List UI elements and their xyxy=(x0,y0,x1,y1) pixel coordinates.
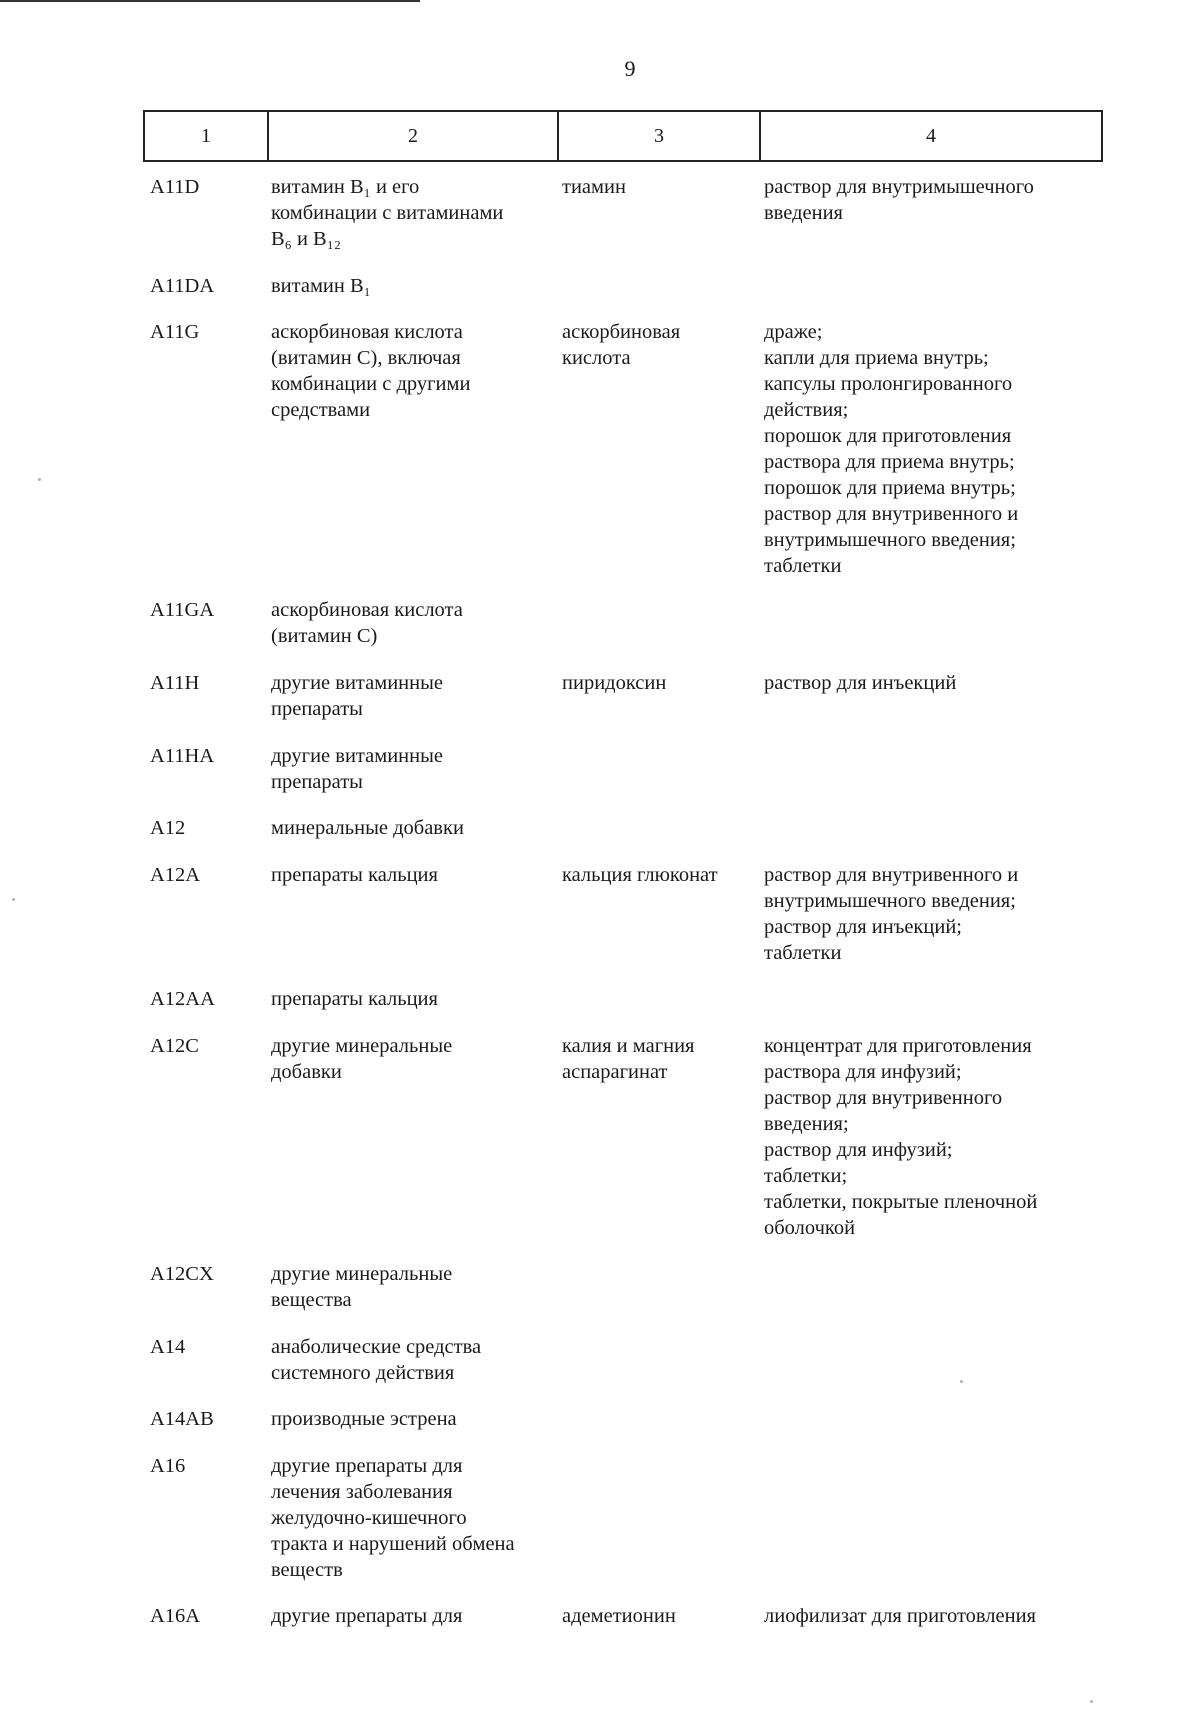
header-col-2: 2 xyxy=(267,112,557,160)
anatomical-group: другие минеральные вещества xyxy=(271,1263,453,1311)
dosage-form: раствор для внутривенного и внутримышечного введения; раствор для инъекций; таблетки xyxy=(764,864,1019,964)
atc-code: A14 xyxy=(150,1336,186,1358)
header-col-3: 3 xyxy=(557,112,759,160)
dosage-form: раствор для инъекций xyxy=(764,672,957,694)
atc-code: A11DA xyxy=(150,275,215,297)
anatomical-group: аскорбиновая кислота (витамин C) xyxy=(271,599,463,647)
substance-name: аскорбиновая кислота xyxy=(562,321,681,369)
substance-name: адеметионин xyxy=(562,1605,676,1627)
substance-name: пиридоксин xyxy=(562,672,667,694)
anatomical-group: другие минеральные добавки xyxy=(271,1035,453,1083)
anatomical-group: другие препараты для xyxy=(271,1605,463,1627)
atc-code: A12A xyxy=(150,864,201,886)
atc-code: A11GA xyxy=(150,599,215,621)
anatomical-group: другие витаминные препараты xyxy=(271,745,443,793)
scan-speck xyxy=(960,1380,963,1383)
atc-code: A11H xyxy=(150,672,200,694)
scan-speck xyxy=(1090,1700,1093,1703)
atc-code: A16A xyxy=(150,1605,201,1627)
anatomical-group: минеральные добавки xyxy=(271,817,464,839)
atc-code: A12AA xyxy=(150,988,215,1010)
dosage-form: лиофилизат для приготовления xyxy=(764,1605,1036,1627)
anatomical-group: витамин B₁ xyxy=(271,275,371,297)
substance-name: калия и магния аспарагинат xyxy=(562,1035,695,1083)
dosage-form: концентрат для приготовления раствора для инфузий; раствор для внутривенного введения; раствор для инфузий; таблетки; таблетки, покрытые пленочной оболочкой xyxy=(764,1035,1038,1239)
anatomical-group: анаболические средства системного действия xyxy=(271,1336,482,1384)
header-col-1: 1 xyxy=(201,124,211,147)
atc-code: A12CX xyxy=(150,1263,214,1285)
anatomical-group: аскорбиновая кислота (витамин C), включая комбинации с другими средствами xyxy=(271,321,471,421)
atc-code: A16 xyxy=(150,1455,186,1477)
substance-name: кальция глюконат xyxy=(562,864,718,886)
atc-code: A14AB xyxy=(150,1408,214,1430)
anatomical-group: витамин B₁ и его комбинации с витаминами B₆ и B₁₂ xyxy=(271,176,504,250)
dosage-form: драже; капли для приема внутрь; капсулы пролонгированного действия; порошок для приготовления раствора для приема внутрь; порошок для приема внутрь; раствор для внутривенного и внутримышечного введения; таблетки xyxy=(764,321,1019,577)
anatomical-group: препараты кальция xyxy=(271,864,438,886)
atc-code: A11D xyxy=(150,176,200,198)
atc-code: A12 xyxy=(150,817,186,839)
atc-code: A12C xyxy=(150,1035,199,1057)
substance-name: тиамин xyxy=(562,176,626,198)
anatomical-group: другие витаминные препараты xyxy=(271,672,443,720)
atc-code: A11HA xyxy=(150,745,215,767)
scan-speck xyxy=(38,478,41,481)
anatomical-group: другие препараты для лечения заболевания желудочно-кишечного тракта и нарушений обмена веществ xyxy=(271,1455,515,1581)
dosage-form: раствор для внутримышечного введения xyxy=(764,176,1034,224)
anatomical-group: производные эстрена xyxy=(271,1408,457,1430)
header-col-4: 4 xyxy=(759,112,1101,160)
atc-code: A11G xyxy=(150,321,200,343)
anatomical-group: препараты кальция xyxy=(271,988,438,1010)
scan-speck xyxy=(12,898,15,901)
page-number: 9 xyxy=(624,56,636,81)
